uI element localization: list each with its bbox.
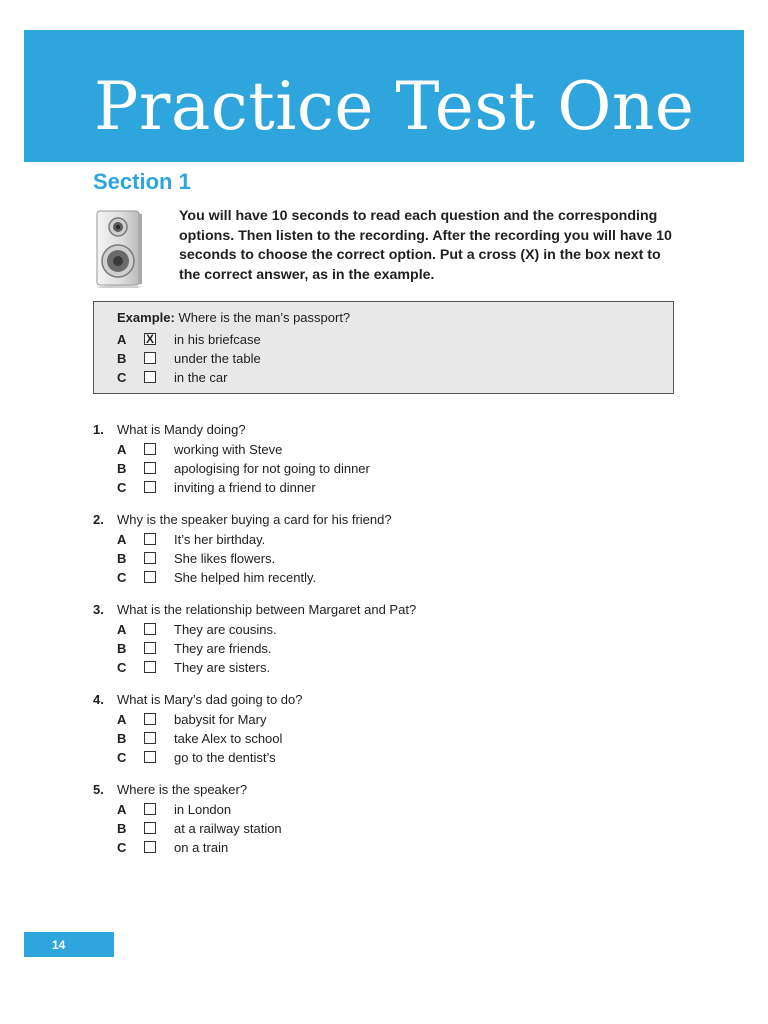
question-number: 3.: [93, 602, 104, 617]
answer-checkbox[interactable]: [144, 533, 156, 545]
answer-checkbox[interactable]: [144, 443, 156, 455]
option-text: babysit for Mary: [174, 712, 267, 727]
option-text: They are cousins.: [174, 622, 277, 637]
page-number: 14: [52, 938, 66, 952]
title-banner: [24, 30, 744, 162]
answer-checkbox[interactable]: [144, 751, 156, 763]
answer-checkbox: [144, 371, 156, 383]
option-text: inviting a friend to dinner: [174, 480, 316, 495]
speaker-icon: [95, 210, 143, 288]
answer-checkbox[interactable]: [144, 642, 156, 654]
option-letter: C: [117, 370, 127, 385]
example-label: Example:: [117, 310, 175, 325]
question-text: What is the relationship between Margaret and Pat?: [117, 602, 417, 617]
question-2: [93, 512, 693, 592]
question-number: 5.: [93, 782, 104, 797]
question-number: 2.: [93, 512, 104, 527]
option-text: go to the dentist’s: [174, 750, 276, 765]
option-text: in the car: [174, 370, 228, 385]
option-text: under the table: [174, 351, 261, 366]
option-letter: B: [117, 351, 127, 366]
option-text: in his briefcase: [174, 332, 261, 347]
option-letter: C: [117, 750, 127, 765]
page-title: Practice Test One: [94, 68, 695, 145]
option-letter: A: [117, 622, 127, 637]
question-1: [93, 422, 693, 502]
option-letter: A: [117, 332, 127, 347]
option-letter: B: [117, 551, 127, 566]
option-letter: A: [117, 712, 127, 727]
example-question-text: Where is the man’s passport?: [178, 310, 351, 325]
answer-checkbox[interactable]: [144, 661, 156, 673]
answer-checkbox: [144, 352, 156, 364]
option-letter: C: [117, 840, 127, 855]
option-letter: B: [117, 731, 127, 746]
example-question: [117, 310, 350, 325]
answer-checkbox[interactable]: [144, 803, 156, 815]
option-text: in London: [174, 802, 232, 817]
option-letter: B: [117, 821, 127, 836]
option-letter: C: [117, 660, 127, 675]
option-text: at a railway station: [174, 821, 282, 836]
answer-checkbox[interactable]: [144, 841, 156, 853]
option-letter: C: [117, 570, 127, 585]
option-letter: B: [117, 641, 127, 656]
question-5: [93, 782, 693, 862]
answer-checkbox-checked: X: [145, 332, 154, 346]
option-text: on a train: [174, 840, 229, 855]
question-number: 4.: [93, 692, 104, 707]
answer-checkbox[interactable]: [144, 623, 156, 635]
option-text: They are sisters.: [174, 660, 271, 675]
question-text: Why is the speaker buying a card for his friend?: [117, 512, 392, 527]
question-3: [93, 602, 693, 682]
question-number: 1.: [93, 422, 104, 437]
option-text: They are friends.: [174, 641, 272, 656]
example-box: [93, 301, 674, 394]
option-text: apologising for not going to dinner: [174, 461, 370, 476]
answer-checkbox[interactable]: [144, 732, 156, 744]
section-title: Section 1: [93, 169, 191, 194]
question-text: What is Mary’s dad going to do?: [117, 692, 303, 707]
option-letter: A: [117, 532, 127, 547]
option-text: She likes flowers.: [174, 551, 276, 566]
question-4: [93, 692, 693, 772]
answer-checkbox[interactable]: [144, 822, 156, 834]
option-letter: A: [117, 442, 127, 457]
answer-checkbox[interactable]: [144, 552, 156, 564]
question-text: What is Mandy doing?: [117, 422, 246, 437]
answer-checkbox[interactable]: [144, 713, 156, 725]
answer-checkbox[interactable]: [144, 481, 156, 493]
option-letter: A: [117, 802, 127, 817]
answer-checkbox[interactable]: [144, 462, 156, 474]
instructions-text: You will have 10 seconds to read each question and the corresponding options. Then listen to the recording. After the recording you will have 10 seconds to choose the correct option. Put a cross (X) in the box next to the correct answer, as in the example.: [179, 208, 672, 283]
option-letter: B: [117, 461, 127, 476]
option-text: working with Steve: [174, 442, 283, 457]
option-text: take Alex to school: [174, 731, 283, 746]
answer-checkbox[interactable]: [144, 571, 156, 583]
option-text: She helped him recently.: [174, 570, 317, 585]
option-letter: C: [117, 480, 127, 495]
question-text: Where is the speaker?: [117, 782, 248, 797]
option-text: It’s her birthday.: [174, 532, 266, 547]
page-number-badge: [24, 932, 114, 957]
